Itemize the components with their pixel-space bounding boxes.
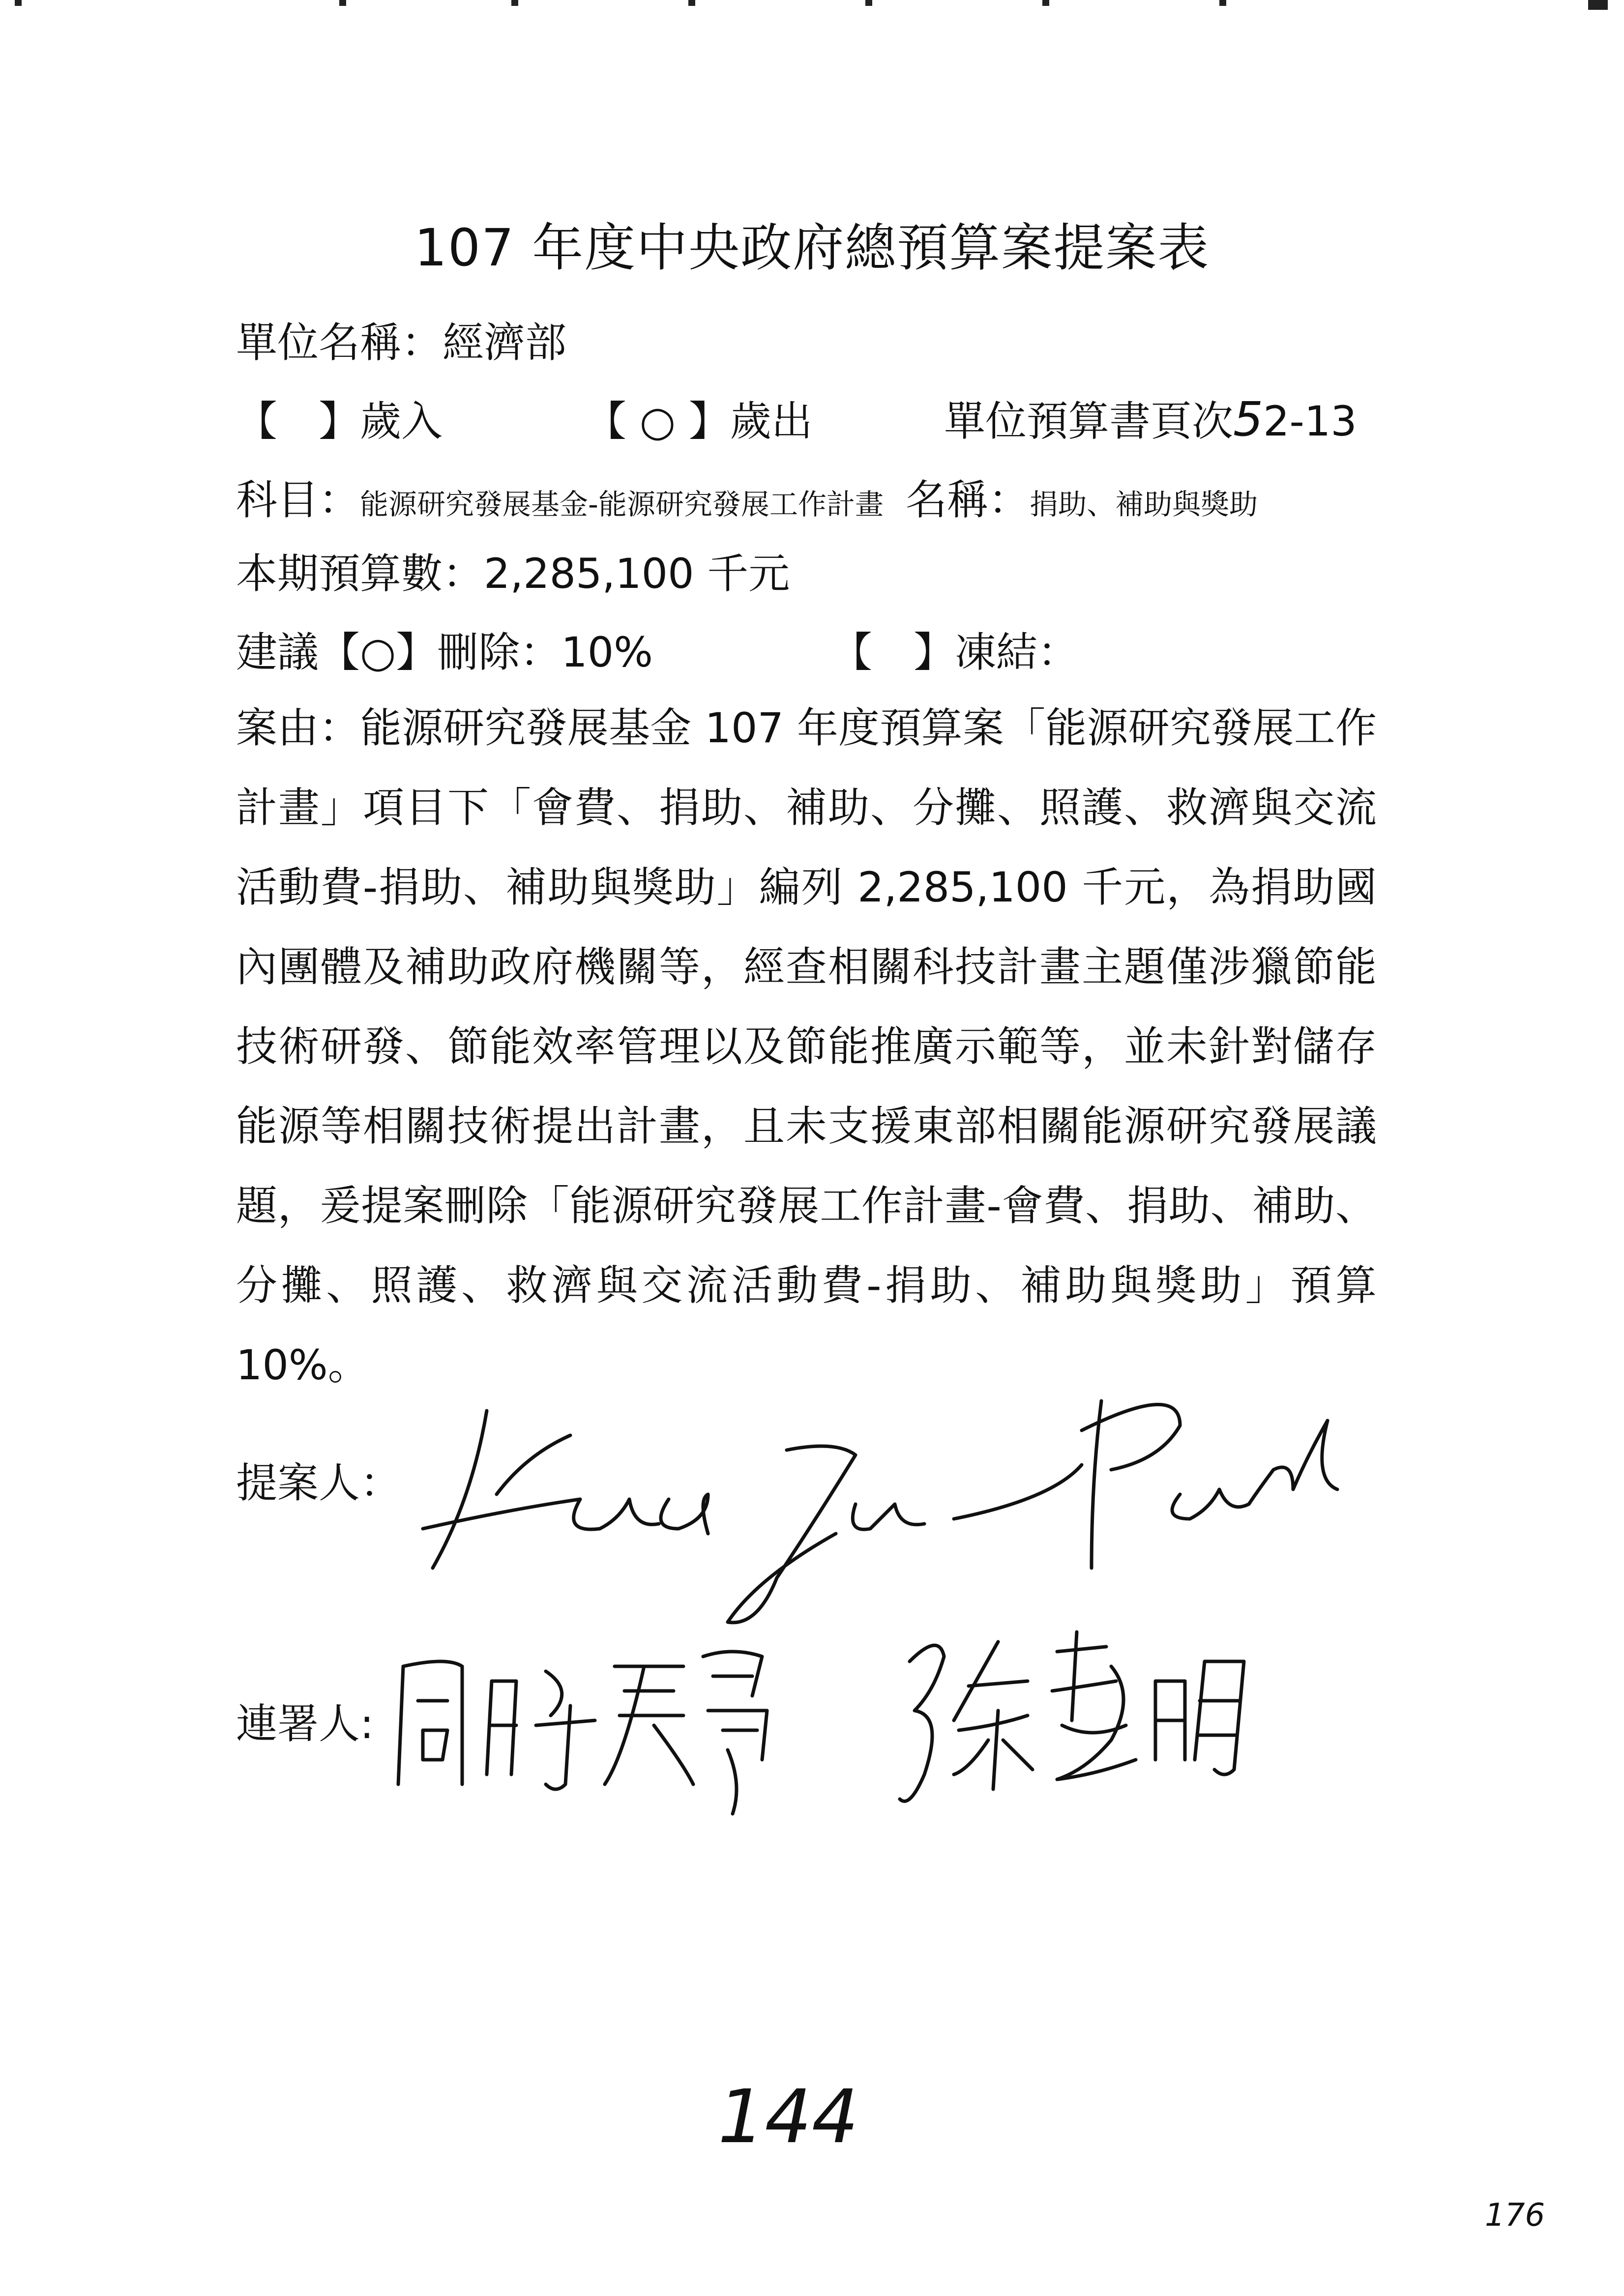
proposer-label: 提案人： (236, 1459, 402, 1507)
expenditure-bracket: 【 ○ 】歲出 (585, 397, 813, 445)
suggest-delete-label: 建議【○】刪除： (236, 628, 561, 676)
freeze-label: 【 】凍結： (831, 628, 1079, 676)
reason-paragraph: 案由：能源研究發展基金 107 年度預算案「能源研究發展工作計畫」項目下「會費、捐助、補助、分攤、照護、救濟與交流活動費-捐助、補助與獎助」編列 2,285,100 千元，為捐助國內團體及補助政府機關等，經查相關科技計畫主題僅涉獵節能技術研發、節能效率管理以及節能推廣示範等，並未針對儲存能源等相關技術提出計畫，且未支援東部相關能源研究發展議題，爰提案刪除「能源研究發展工作計畫-會費、捐助、補助、分攤、照護、救濟與交流活動費-捐助、補助與獎助」預算 10%。 (236, 704, 1377, 1389)
scan-top-edge-marks (0, 0, 1624, 10)
revenue-bracket: 【 】歲入 (236, 397, 443, 445)
suggest-delete-value: 10% (561, 628, 653, 676)
suggestion-row (236, 619, 653, 679)
cosigner-label: 連署人: (236, 1700, 374, 1748)
subject-value: 能源研究發展基金-能源研究發展工作計畫 (360, 488, 884, 521)
subject-row (236, 467, 1258, 526)
item-name-value: 捐助、補助與獎助 (1030, 488, 1258, 521)
proposer-signature (413, 1371, 1347, 1647)
budget-page-handwritten-mark: 5 (1233, 392, 1264, 447)
corner-page-number: 176 (1485, 2197, 1545, 2234)
current-budget-row (236, 541, 790, 600)
cosigner-signature-2 (880, 1612, 1273, 1838)
cosigner-signature-1 (388, 1637, 811, 1824)
unit-name-value: 經濟部 (443, 319, 567, 367)
item-name-label: 名稱： (906, 476, 1030, 524)
current-budget-value: 2,285,100 千元 (484, 550, 790, 598)
budget-page-row (944, 388, 1357, 448)
current-budget-label: 本期預算數： (236, 550, 484, 598)
budget-page-value: 2-13 (1263, 397, 1357, 445)
budget-page-label: 單位預算書頁次 (944, 397, 1234, 445)
unit-name-label: 單位名稱： (236, 319, 443, 367)
cosigner-signature-1-drawing (388, 1637, 811, 1824)
unit-name-row (236, 310, 566, 369)
subject-label: 科目： (236, 476, 360, 524)
cosigner-signature-2-drawing (880, 1612, 1273, 1838)
proposer-signature-drawing (413, 1371, 1347, 1647)
handwritten-page-number: 144 (718, 2074, 859, 2160)
document-title: 107 年度中央政府總預算案提案表 (414, 218, 1210, 278)
